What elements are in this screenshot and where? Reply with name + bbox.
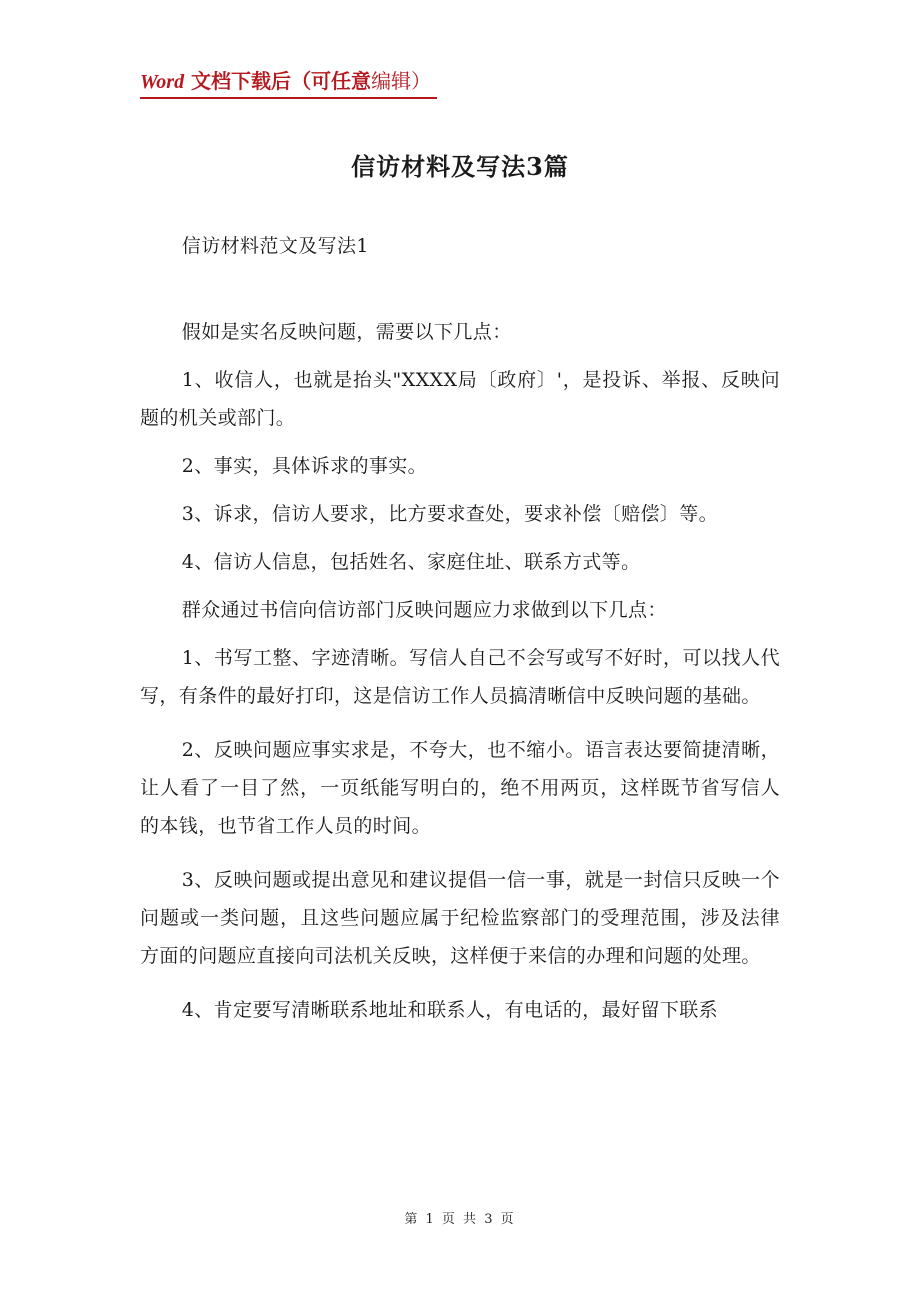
paragraph: 3、诉求，信访人要求，比方要求查处，要求补偿〔赔偿〕等。 (181, 503, 719, 525)
paragraph: 假如是实名反映问题，需要以下几点： (181, 321, 512, 343)
paragraph: 2、反映问题应事实求是，不夸大，也不缩小。语言表达要简捷清晰，让人看了一目了然，一页纸能写明白的，绝不用两页，这样既节省写信人的本钱，也节省工作人员的时间。 (140, 739, 780, 837)
paragraph: 4、信访人信息，包括姓名、家庭住址、联系方式等。 (181, 551, 641, 573)
document-body (140, 227, 780, 1029)
document-title: 信访材料及写法3篇 (351, 152, 569, 181)
paragraph: 3、反映问题或提出意见和建议提倡一信一事，就是一封信只反映一个问题或一类问题，且这些问题应属于纪检监察部门的受理范围，涉及法律方面的问题应直接向司法机关反映，这样便于来信的办理和问题的处理。 (140, 869, 780, 967)
paragraph: 1、收信人，也就是抬头"XXXX局〔政府〕'，是投诉、举报、反映问题的机关或部门。 (140, 369, 780, 429)
paragraph-subtitle: 信访材料范文及写法1 (181, 235, 369, 257)
paragraph: 1、书写工整、字迹清晰。写信人自己不会写或写不好时，可以找人代写，有条件的最好打印，这是信访工作人员搞清晰信中反映问题的基础。 (140, 647, 780, 707)
paragraph: 群众通过书信向信访部门反映问题应力求做到以下几点： (181, 599, 667, 621)
header-word: Word (140, 71, 185, 93)
paragraph: 4、肯定要写清晰联系地址和联系人，有电话的，最好留下联系 (181, 999, 719, 1021)
download-header-link[interactable] (140, 66, 437, 99)
header-text-3: 编辑） (371, 69, 432, 93)
paragraph: 2、事实，具体诉求的事实。 (181, 455, 428, 477)
page-number: 第 1 页 共 3 页 (404, 1212, 516, 1227)
header-text-2: （可任意 (291, 69, 372, 93)
header-text-1: 文档下载后 (184, 69, 292, 93)
